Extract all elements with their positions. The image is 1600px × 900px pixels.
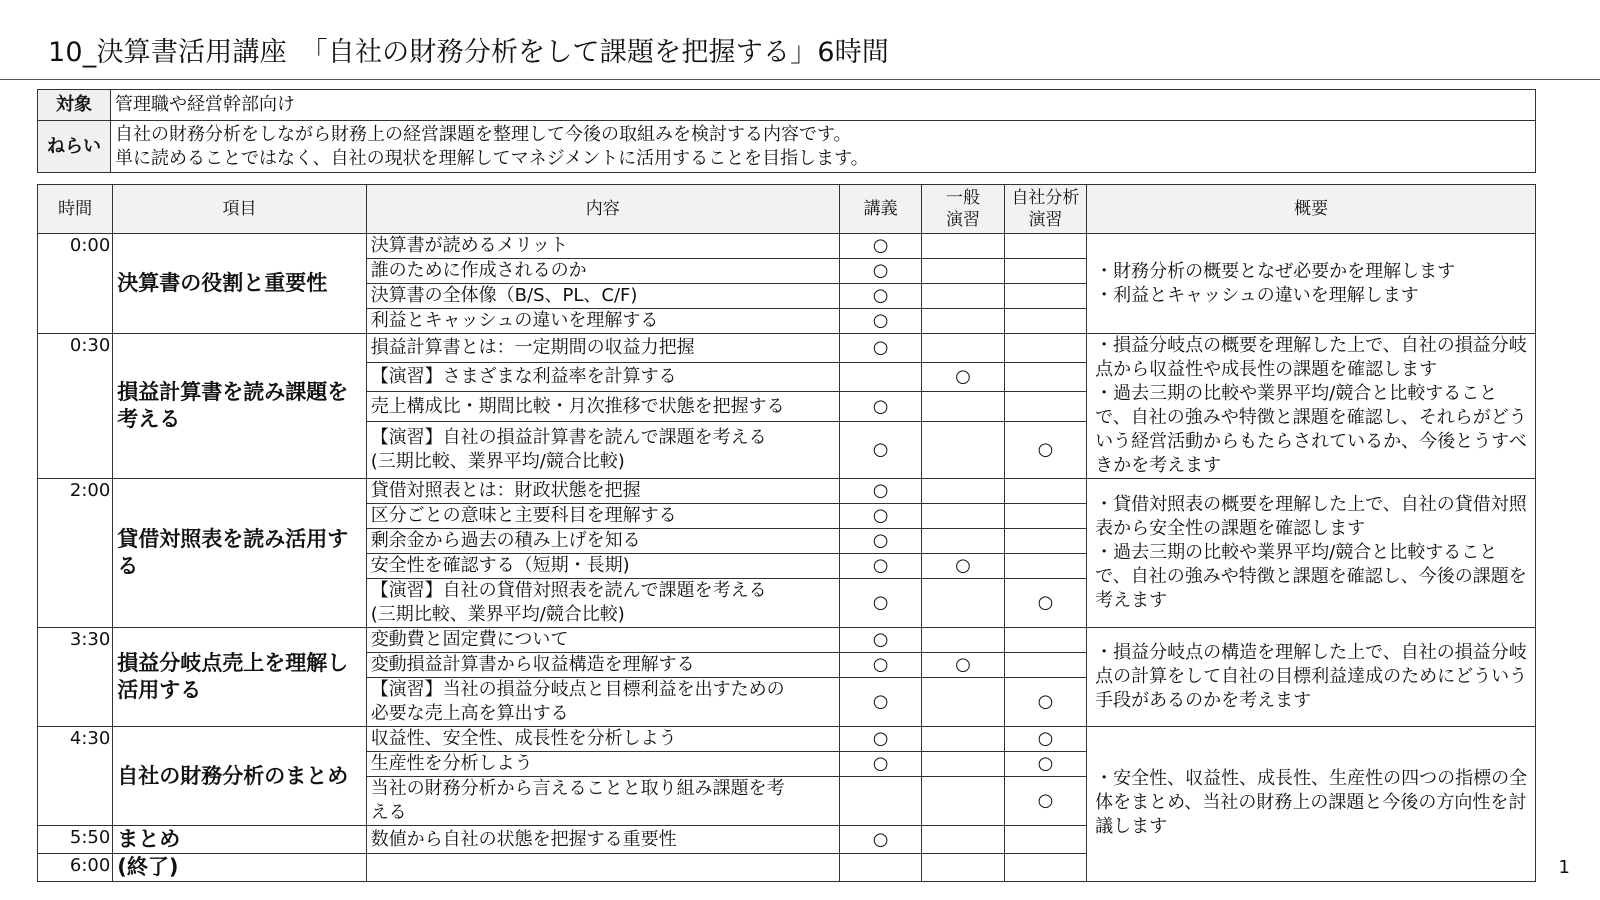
general-mark-cell bbox=[922, 529, 1004, 554]
circle-mark: ○ bbox=[872, 505, 889, 526]
content-cell: 決算書の全体像（B/S、PL、C/F) bbox=[366, 284, 839, 309]
general-mark-cell bbox=[922, 854, 1004, 882]
general-mark-cell bbox=[922, 421, 1004, 478]
own-mark-cell bbox=[1004, 363, 1086, 392]
general-mark-cell bbox=[922, 752, 1004, 777]
summary-line: ・安全性、収益性、成長性、生産性の四つの指標の全体をまとめ、当社の財務上の課題と今後の方向性を討議します bbox=[1095, 768, 1528, 837]
lecture-mark-cell bbox=[839, 554, 921, 579]
circle-mark: ○ bbox=[872, 530, 889, 551]
lecture-mark-cell bbox=[839, 727, 921, 752]
general-mark-cell bbox=[922, 479, 1004, 504]
general-mark-cell bbox=[922, 334, 1004, 363]
circle-mark: ○ bbox=[872, 592, 889, 613]
summary-line: ・過去三期の比較や業界平均/競合と比較することで、自社の強みや特徴と課題を確認し、今後の課題を考えます bbox=[1095, 542, 1527, 611]
lecture-mark-cell bbox=[839, 777, 921, 826]
circle-mark: ○ bbox=[872, 235, 889, 256]
header-summary: 概要 bbox=[1087, 185, 1536, 234]
general-mark-cell bbox=[922, 727, 1004, 752]
lecture-mark-cell bbox=[839, 259, 921, 284]
time-cell: 0:30 bbox=[38, 334, 113, 479]
content-cell: 当社の財務分析から言えることと取り組み課題を考 える bbox=[366, 777, 839, 826]
summary-cell bbox=[1087, 479, 1536, 628]
topic-cell: 自社の財務分析のまとめ bbox=[113, 727, 366, 826]
content-cell: 【演習】さまざまな利益率を計算する bbox=[366, 363, 839, 392]
circle-mark: ○ bbox=[872, 310, 889, 331]
header-own-analysis-exercise: 自社分析 演習 bbox=[1004, 185, 1086, 234]
content-cell: 貸借対照表とは：財政状態を把握 bbox=[366, 479, 839, 504]
lecture-mark-cell bbox=[839, 653, 921, 678]
own-mark-cell bbox=[1004, 727, 1086, 752]
time-cell: 6:00 bbox=[38, 854, 113, 882]
circle-mark: ○ bbox=[955, 654, 971, 675]
general-mark-cell bbox=[922, 653, 1004, 678]
circle-mark: ○ bbox=[1037, 728, 1054, 749]
time-cell: 0:00 bbox=[38, 234, 113, 334]
content-cell: 区分ごとの意味と主要科目を理解する bbox=[366, 504, 839, 529]
general-mark-cell bbox=[922, 234, 1004, 259]
circle-mark: ○ bbox=[872, 438, 889, 460]
lecture-mark-cell bbox=[839, 479, 921, 504]
lecture-mark-cell bbox=[839, 504, 921, 529]
own-mark-cell bbox=[1004, 752, 1086, 777]
circle-mark: ○ bbox=[872, 654, 889, 675]
page-number: 1 bbox=[1558, 857, 1570, 878]
general-mark-cell bbox=[922, 504, 1004, 529]
circle-mark: ○ bbox=[1037, 753, 1054, 774]
general-mark-cell bbox=[922, 678, 1004, 727]
circle-mark: ○ bbox=[872, 753, 889, 774]
lecture-mark-cell bbox=[839, 334, 921, 363]
lecture-mark-cell bbox=[839, 392, 921, 421]
schedule-table bbox=[37, 184, 1536, 882]
general-mark-cell bbox=[922, 826, 1004, 854]
page-title: 10_決算書活用講座 「自社の財務分析をして課題を把握する」6時間 bbox=[48, 37, 890, 68]
content-cell: 決算書が読めるメリット bbox=[366, 234, 839, 259]
lecture-mark-cell bbox=[839, 234, 921, 259]
header-general-exercise: 一般 演習 bbox=[922, 185, 1004, 234]
table-row bbox=[38, 334, 1536, 363]
summary-cell bbox=[1087, 234, 1536, 334]
lecture-mark-cell bbox=[839, 579, 921, 628]
general-mark-cell bbox=[922, 777, 1004, 826]
header-content: 内容 bbox=[366, 185, 839, 234]
header-topic: 項目 bbox=[113, 185, 366, 234]
content-cell: 損益計算書とは：一定期間の収益力把握 bbox=[366, 334, 839, 363]
lecture-mark-cell bbox=[839, 529, 921, 554]
circle-mark: ○ bbox=[1037, 790, 1054, 811]
time-cell: 3:30 bbox=[38, 628, 113, 727]
circle-mark: ○ bbox=[872, 629, 889, 650]
lecture-mark-cell bbox=[839, 854, 921, 882]
own-mark-cell bbox=[1004, 554, 1086, 579]
aim-line-2: 単に読めることではなく、自社の現状を理解してマネジメントに活用することを目指します。 bbox=[115, 147, 869, 169]
content-cell: 【演習】当社の損益分岐点と目標利益を出すための 必要な売上高を算出する bbox=[366, 678, 839, 727]
content-cell: 数値から自社の状態を把握する重要性 bbox=[366, 826, 839, 854]
own-mark-cell bbox=[1004, 259, 1086, 284]
own-mark-cell bbox=[1004, 678, 1086, 727]
topic-cell: まとめ bbox=[113, 826, 366, 854]
topic-cell: 損益計算書を読み課題を考える bbox=[113, 334, 366, 479]
topic-cell: 貸借対照表を読み活用する bbox=[113, 479, 366, 628]
own-mark-cell bbox=[1004, 479, 1086, 504]
summary-cell bbox=[1087, 628, 1536, 727]
time-cell: 5:50 bbox=[38, 826, 113, 854]
aim-line-1: 自社の財務分析をしながら財務上の経営課題を整理して今後の取組みを検討する内容です。 bbox=[115, 123, 852, 145]
circle-mark: ○ bbox=[872, 555, 889, 576]
circle-mark: ○ bbox=[872, 395, 889, 417]
own-mark-cell bbox=[1004, 529, 1086, 554]
summary-line: ・過去三期の比較や業界平均/競合と比較することで、自社の強みや特徴と課題を確認し、それらがどういう経営活動からもたらされているか、今後とうすべきかを考えます bbox=[1095, 383, 1527, 476]
time-cell: 4:30 bbox=[38, 727, 113, 826]
circle-mark: ○ bbox=[955, 366, 971, 388]
own-mark-cell bbox=[1004, 854, 1086, 882]
lecture-mark-cell bbox=[839, 284, 921, 309]
time-cell: 2:00 bbox=[38, 479, 113, 628]
lecture-mark-cell bbox=[839, 752, 921, 777]
own-mark-cell bbox=[1004, 826, 1086, 854]
aim-label: ねらい bbox=[38, 121, 111, 173]
lecture-mark-cell bbox=[839, 628, 921, 653]
header-time: 時間 bbox=[38, 185, 113, 234]
own-mark-cell bbox=[1004, 653, 1086, 678]
header-lecture: 講義 bbox=[839, 185, 921, 234]
summary-line: ・貸借対照表の概要を理解した上で、自社の貸借対照表から安全性の課題を確認します bbox=[1095, 494, 1527, 539]
general-mark-cell bbox=[922, 309, 1004, 334]
table-row bbox=[38, 727, 1536, 752]
circle-mark: ○ bbox=[872, 337, 889, 359]
circle-mark: ○ bbox=[1037, 691, 1054, 712]
content-cell: 売上構成比・期間比較・月次推移で状態を把握する bbox=[366, 392, 839, 421]
circle-mark: ○ bbox=[955, 555, 971, 576]
general-mark-cell bbox=[922, 363, 1004, 392]
content-cell: 変動費と固定費について bbox=[366, 628, 839, 653]
circle-mark: ○ bbox=[1037, 592, 1054, 613]
circle-mark: ○ bbox=[1037, 438, 1054, 460]
general-mark-cell bbox=[922, 579, 1004, 628]
circle-mark: ○ bbox=[872, 260, 889, 281]
course-info-table bbox=[37, 89, 1536, 173]
content-cell: 剰余金から過去の積み上げを知る bbox=[366, 529, 839, 554]
summary-cell bbox=[1087, 334, 1536, 479]
own-mark-cell bbox=[1004, 628, 1086, 653]
own-mark-cell bbox=[1004, 579, 1086, 628]
circle-mark: ○ bbox=[872, 480, 889, 501]
own-mark-cell bbox=[1004, 504, 1086, 529]
lecture-mark-cell bbox=[839, 421, 921, 478]
general-mark-cell bbox=[922, 392, 1004, 421]
summary-cell bbox=[1087, 727, 1536, 882]
own-mark-cell bbox=[1004, 777, 1086, 826]
table-row bbox=[38, 234, 1536, 259]
content-cell: 誰のために作成されるのか bbox=[366, 259, 839, 284]
content-cell: 収益性、安全性、成長性を分析しよう bbox=[366, 727, 839, 752]
general-mark-cell bbox=[922, 554, 1004, 579]
general-mark-cell bbox=[922, 628, 1004, 653]
content-cell: 生産性を分析しよう bbox=[366, 752, 839, 777]
circle-mark: ○ bbox=[872, 828, 889, 850]
own-mark-cell bbox=[1004, 334, 1086, 363]
summary-line: ・財務分析の概要となぜ必要かを理解します bbox=[1095, 260, 1456, 282]
lecture-mark-cell bbox=[839, 678, 921, 727]
aim-text bbox=[111, 121, 1536, 173]
content-cell: 変動損益計算書から収益構造を理解する bbox=[366, 653, 839, 678]
summary-line: ・損益分岐点の概要を理解した上で、自社の損益分岐点から収益性や成長性の課題を確認します bbox=[1095, 335, 1527, 380]
table-row bbox=[38, 628, 1536, 653]
title-divider bbox=[0, 79, 1600, 80]
topic-cell: 決算書の役割と重要性 bbox=[113, 234, 366, 334]
circle-mark: ○ bbox=[872, 691, 889, 712]
circle-mark: ○ bbox=[872, 285, 889, 306]
content-cell: 【演習】自社の貸借対照表を読んで課題を考える (三期比較、業界平均/競合比較) bbox=[366, 579, 839, 628]
own-mark-cell bbox=[1004, 421, 1086, 478]
own-mark-cell bbox=[1004, 284, 1086, 309]
lecture-mark-cell bbox=[839, 309, 921, 334]
content-cell: 【演習】自社の損益計算書を読んで課題を考える (三期比較、業界平均/競合比較) bbox=[366, 421, 839, 478]
summary-line: ・損益分岐点の構造を理解した上で、自社の損益分岐点の計算をして自社の目標利益達成のためにどういう手段があるのかを考えます bbox=[1095, 642, 1528, 711]
general-mark-cell bbox=[922, 259, 1004, 284]
lecture-mark-cell bbox=[839, 363, 921, 392]
own-mark-cell bbox=[1004, 309, 1086, 334]
own-mark-cell bbox=[1004, 234, 1086, 259]
own-mark-cell bbox=[1004, 392, 1086, 421]
summary-line: ・利益とキャッシュの違いを理解します bbox=[1095, 284, 1419, 306]
lecture-mark-cell bbox=[839, 826, 921, 854]
circle-mark: ○ bbox=[872, 728, 889, 749]
target-value: 管理職や経営幹部向け bbox=[111, 90, 1536, 121]
topic-cell: (終了) bbox=[113, 854, 366, 882]
content-cell bbox=[366, 854, 839, 882]
content-cell: 安全性を確認する（短期・長期) bbox=[366, 554, 839, 579]
general-mark-cell bbox=[922, 284, 1004, 309]
table-row bbox=[38, 479, 1536, 504]
content-cell: 利益とキャッシュの違いを理解する bbox=[366, 309, 839, 334]
target-label: 対象 bbox=[38, 90, 111, 121]
topic-cell: 損益分岐点売上を理解し活用する bbox=[113, 628, 366, 727]
